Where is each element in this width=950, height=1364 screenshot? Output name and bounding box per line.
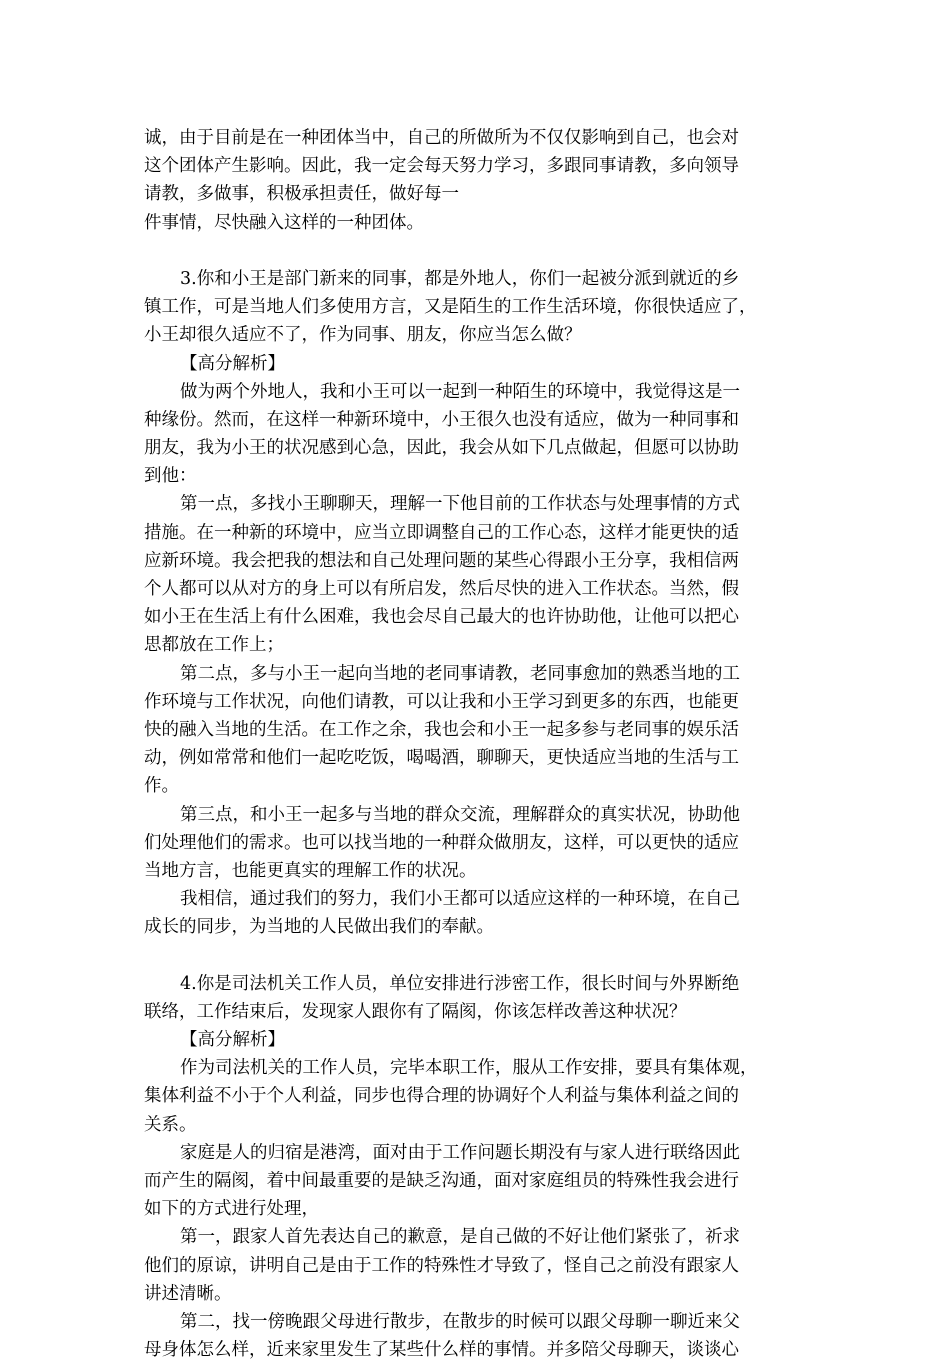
paragraph [144,885,814,941]
text-line: 4.你是司法机关工作人员，单位安排进行涉密工作，很长时间与外界断绝 [180,973,740,994]
text-line: 成长的同步，为当地的人民做出我们的奉献。 [144,917,494,938]
text-line: 思都放在工作上； [144,635,284,656]
text-line: 请教，多做事，积极承担责任，做好每一 [144,184,459,205]
paragraph [144,1026,814,1054]
text-line: 诚，由于目前是在一种团体当中，自己的所做所为不仅仅影响到自己，也会对 [144,128,739,148]
text-line: 第二，找一傍晚跟父母进行散步，在散步的时候可以跟父母聊一聊近来父 [180,1311,740,1332]
text-line: 种缘份。然而，在这样一种新环境中，小王很久也没有适应，做为一种同事和 [144,409,739,430]
text-line: 作为司法机关的工作人员，完毕本职工作，服从工作安排，要具有集体观， [180,1058,758,1079]
text-line: 们处理他们的需求。也可以找当地的一种群众做朋友，这样，可以更快的适应 [144,832,739,853]
text-line: 如下的方式进行处理， [144,1199,319,1220]
text-line: 而产生的隔阂，着中间最重要的是缺乏沟通，面对家庭组员的特殊性我会进行 [144,1170,739,1191]
text-line: 第二点，多与小王一起向当地的老同事请教，老同事愈加的熟悉当地的工 [180,663,740,684]
text-line: 到他： [144,466,197,487]
paragraph-gap [144,237,814,265]
paragraph [144,124,814,237]
text-line: 件事情，尽快融入这样的一种团体。 [144,212,424,233]
paragraph [144,1308,814,1364]
text-line: 朋友，我为小王的状况感到心急，因此，我会从如下几点做起，但愿可以协助 [144,438,739,459]
paragraph [144,970,814,1026]
text-line: 第三点，和小王一起多与当地的群众交流，理解群众的真实状况，协助他 [180,804,740,825]
paragraph-gap [144,941,814,969]
text-line: 应新环境。我会把我的想法和自己处理问题的某些心得跟小王分享，我相信两 [144,550,739,571]
document-page [144,124,814,1364]
paragraph [144,490,814,659]
text-line: 集体利益不小于个人利益，同步也得合理的协调好个人利益与集体利益之间的 [144,1086,739,1107]
text-line: 快的融入当地的生活。在工作之余，我也会和小王一起多参与老同事的娱乐活 [144,719,739,740]
text-line: 母身体怎么样，近来家里发生了某些什么样的事情。并多陪父母聊天，谈谈心 [144,1340,739,1361]
paragraph [144,265,814,350]
text-line: 作。 [144,776,179,797]
text-line: 这个团体产生影响。因此，我一定会每天努力学习，多跟同事请教，多向领导 [144,156,739,177]
text-line: 第一，跟家人首先表达自己的歉意，是自己做的不好让他们紧张了，祈求 [180,1227,740,1248]
text-line: 3.你和小王是部门新来的同事，都是外地人，你们一起被分派到就近的乡 [180,268,740,289]
text-line: 措施。在一种新的环境中，应当立即调整自己的工作心态，这样才能更快的适 [144,522,739,543]
paragraph [144,378,814,491]
text-line: 做为两个外地人，我和小王可以一起到一种陌生的环境中，我觉得这是一 [180,381,740,402]
text-line: 镇工作，可是当地人们多使用方言，又是陌生的工作生活环境，你很快适应了， [144,297,757,318]
text-line: 讲述清晰。 [144,1283,232,1304]
paragraph [144,350,814,378]
paragraph [144,1223,814,1308]
text-line: 作环境与工作状况，向他们请教，可以让我和小王学习到更多的东西，也能更 [144,691,739,712]
paragraph [144,660,814,801]
text-line: 如小王在生活上有什么困难，我也会尽自己最大的也许协助他，让他可以把心 [144,607,739,628]
text-line: 第一点，多找小王聊聊天，理解一下他目前的工作状态与处理事情的方式 [180,494,740,515]
text-line: 个人都可以从对方的身上可以有所启发，然后尽快的进入工作状态。当然，假 [144,579,739,599]
text-line: 他们的原谅，讲明自己是由于工作的特殊性才导致了，怪自己之前没有跟家人 [144,1255,739,1276]
paragraph [144,1139,814,1224]
text-line: 小王却很久适应不了，作为同事、朋友，你应当怎么做？ [144,325,582,346]
text-line: 【高分解析】 [180,1030,285,1050]
text-line: 【高分解析】 [180,353,285,374]
text-line: 家庭是人的归宿是港湾，面对由于工作问题长期没有与家人进行联络因此 [180,1142,740,1163]
text-line: 动，例如常常和他们一起吃吃饭，喝喝酒，聊聊天，更快适应当地的生活与工 [144,748,739,769]
text-line: 关系。 [144,1114,197,1135]
paragraph [144,801,814,886]
paragraph [144,1054,814,1139]
text-line: 联络，工作结束后，发现家人跟你有了隔阂，你该怎样改善这种状况？ [144,1001,687,1022]
text-line: 我相信，通过我们的努力，我们小王都可以适应这样的一种环境，在自己 [180,889,740,910]
text-line: 当地方言，也能更真实的理解工作的状况。 [144,860,477,881]
